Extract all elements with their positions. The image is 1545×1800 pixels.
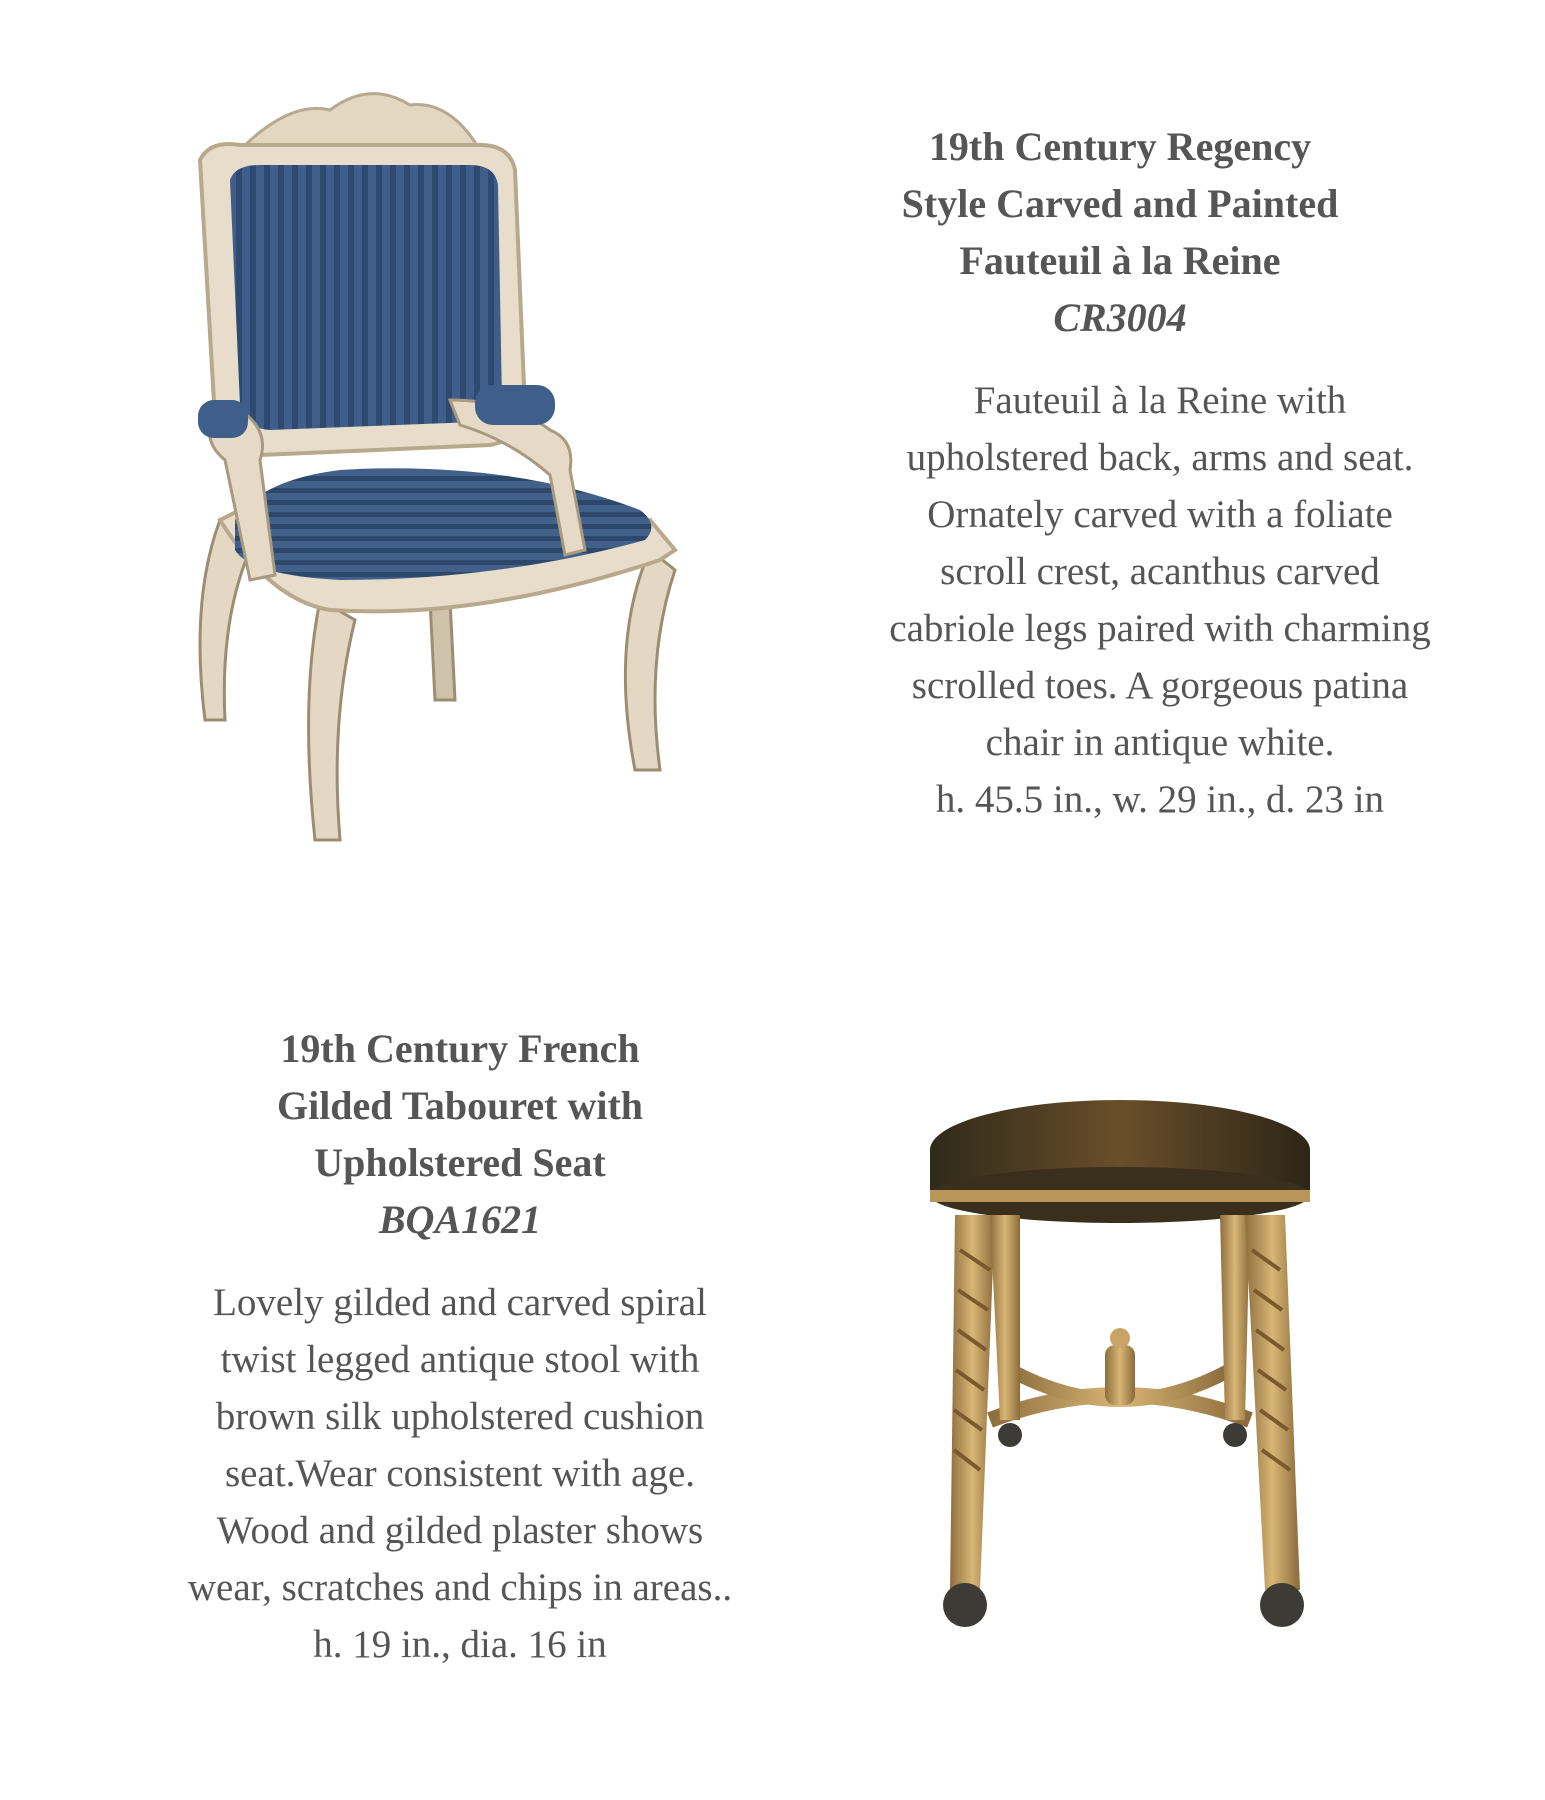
tabouret-description bbox=[150, 1274, 770, 1616]
title-line: 19th Century French bbox=[280, 1026, 640, 1071]
fauteuil-dimensions: h. 45.5 in., w. 29 in., d. 23 in bbox=[935, 778, 1385, 821]
description-line: brown silk upholstered cushion bbox=[215, 1395, 705, 1438]
fauteuil-title bbox=[840, 118, 1400, 346]
description-line: Ornately carved with a foliate bbox=[927, 493, 1393, 536]
fauteuil-chair-image bbox=[180, 80, 740, 880]
description-line: Wood and gilded plaster shows bbox=[216, 1509, 704, 1552]
description-line: Lovely gilded and carved spiral bbox=[213, 1281, 707, 1324]
tabouret-stool-image bbox=[880, 1090, 1360, 1670]
title-line: Style Carved and Painted bbox=[901, 181, 1339, 226]
title-line: Gilded Tabouret with bbox=[276, 1083, 644, 1128]
title-line: 19th Century Regency bbox=[928, 124, 1312, 169]
description-line: wear, scratches and chips in areas.. bbox=[187, 1566, 733, 1609]
title-line: Upholstered Seat bbox=[314, 1140, 606, 1185]
fauteuil-sku: CR3004 bbox=[1053, 295, 1187, 340]
tabouret-stool-illustration bbox=[880, 1090, 1360, 1670]
fauteuil-text-block bbox=[840, 118, 1480, 828]
tabouret-title bbox=[150, 1020, 770, 1248]
description-line: chair in antique white. bbox=[985, 721, 1335, 764]
description-line: scroll crest, acanthus carved bbox=[940, 550, 1380, 593]
tabouret-text-block bbox=[150, 1020, 770, 1673]
description-line: Fauteuil à la Reine with bbox=[973, 379, 1347, 422]
description-line: seat.Wear consistent with age. bbox=[224, 1452, 696, 1495]
fauteuil-chair-illustration bbox=[180, 80, 740, 880]
tabouret-dimensions: h. 19 in., dia. 16 in bbox=[313, 1623, 607, 1666]
description-line: twist legged antique stool with bbox=[220, 1338, 700, 1381]
description-line: scrolled toes. A gorgeous patina bbox=[911, 664, 1409, 707]
tabouret-sku: BQA1621 bbox=[378, 1197, 542, 1242]
fauteuil-description bbox=[840, 372, 1480, 771]
description-line: cabriole legs paired with charming bbox=[889, 607, 1431, 650]
title-line: Fauteuil à la Reine bbox=[959, 238, 1281, 283]
description-line: upholstered back, arms and seat. bbox=[906, 436, 1414, 479]
